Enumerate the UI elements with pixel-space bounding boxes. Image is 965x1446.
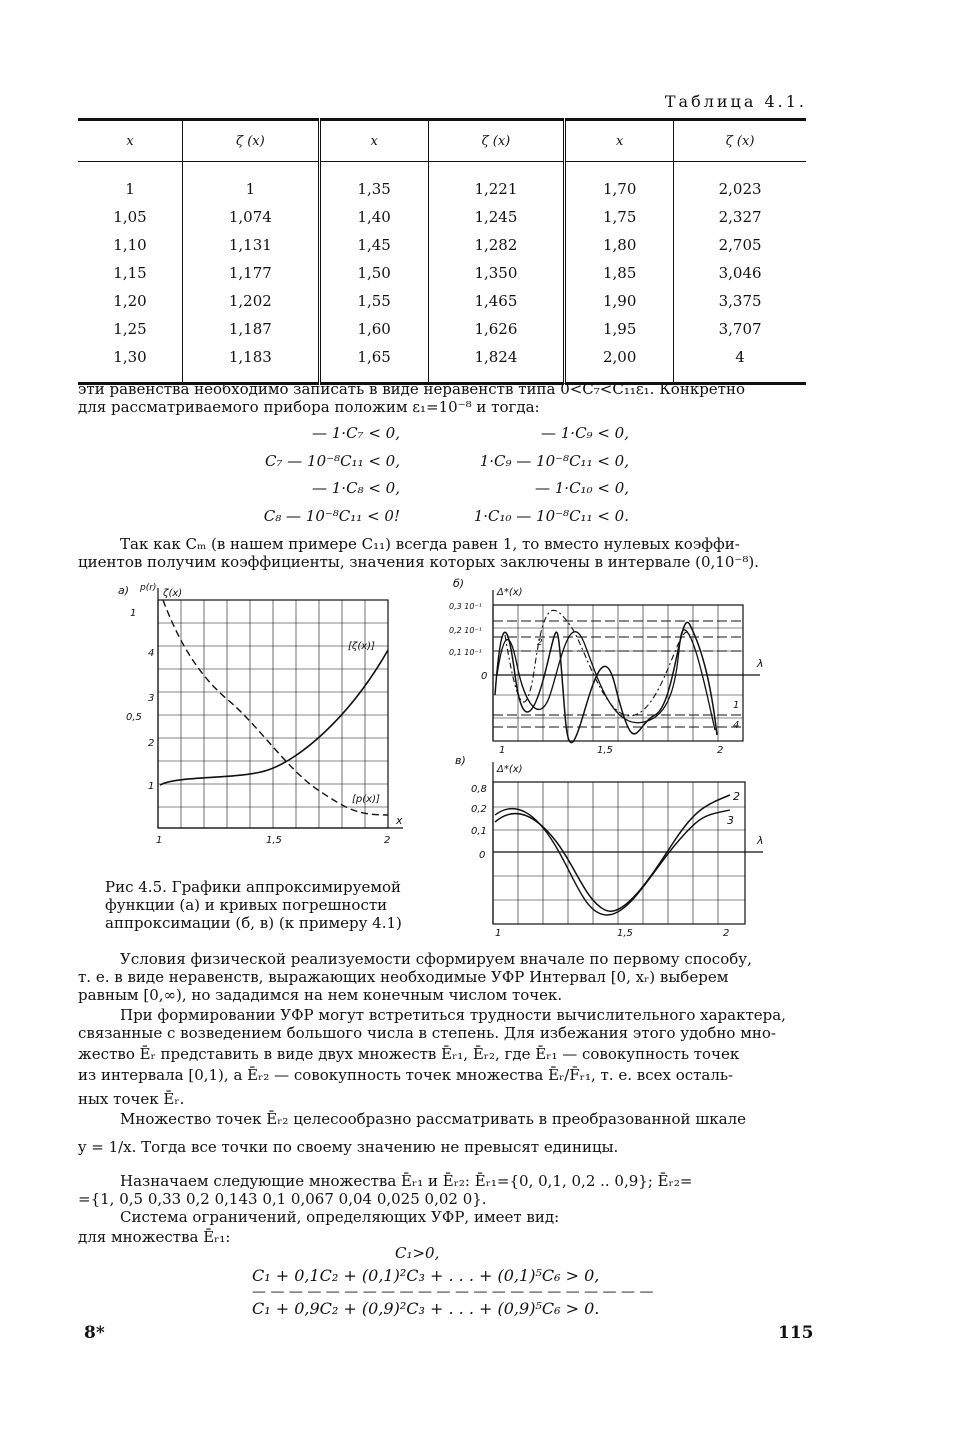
table-cell: 1,40 <box>319 203 428 231</box>
table-cell: 1,350 <box>428 259 565 287</box>
inner-tick: 1 <box>148 781 155 792</box>
table-cell: 1,183 <box>183 343 320 384</box>
table-cell: 1,187 <box>183 315 320 343</box>
y-tick: 0,1 <box>471 826 487 837</box>
inequality: 1·C₉ — 10⁻⁸C₁₁ < 0, <box>479 452 629 470</box>
table-cell: 1,70 <box>565 162 674 204</box>
table-cell: 1,824 <box>428 343 565 384</box>
y-tick: 0,1 10⁻¹ <box>449 648 482 657</box>
table-cell: 3,707 <box>718 320 762 338</box>
constraint-eq: C₁ + 0,9C₂ + (0,9)²C₃ + . . . + (0,9)⁵C₆ > 0. <box>252 1299 600 1318</box>
y-tick: 0,2 <box>471 804 487 815</box>
table-cell: 1,131 <box>183 231 320 259</box>
x-tick: 2 <box>717 745 724 755</box>
curve-label: 2 <box>537 638 543 648</box>
table-cell: 1,45 <box>319 231 428 259</box>
x-tick: 1,5 <box>597 745 613 755</box>
table-cell: 1,50 <box>319 259 428 287</box>
table-cell: 1,30 <box>78 343 183 384</box>
table-row <box>78 162 806 204</box>
table-cell: 1,221 <box>428 162 565 204</box>
y-tick: 0,8 <box>471 784 487 795</box>
table-row <box>78 287 806 315</box>
table-cell: 4 <box>674 343 806 384</box>
inner-tick: 4 <box>148 648 155 659</box>
table-cell: 3,375 <box>718 292 762 310</box>
table-row <box>78 231 806 259</box>
curve-label: [ζ(x)] <box>348 641 375 652</box>
paragraph-2-line-2: циентов получим коэффициенты, значения которых заключены в интервале (0,10⁻⁸). <box>78 553 759 571</box>
figure-a <box>108 580 408 850</box>
x-tick: 1 <box>156 835 163 846</box>
figure-c-label: в) <box>455 754 466 767</box>
figure-caption-line: Рис 4.5. Графики аппроксимируемой <box>105 878 402 896</box>
inequality: — 1·C₇ < 0, <box>312 424 400 442</box>
figure-c-y-label: Δ*(x) <box>497 764 523 775</box>
paragraph-1-line-2: для рассматриваемого прибора положим ε₁=10⁻⁸ и тогда: <box>78 398 540 416</box>
paragraph-4-line-5: ных точек Ēᵣ. <box>78 1090 185 1108</box>
table-cell: 1,60 <box>319 315 428 343</box>
table-cell: 1,95 <box>565 315 674 343</box>
table-row <box>78 315 806 343</box>
constraint-dashes: — — — — — — — — — — — — — — — — — — — — — — <box>252 1284 654 1300</box>
x-axis-label: λ <box>757 834 764 847</box>
paragraph-3-line-2: т. е. в виде неравенств, выражающих необходимые УФР Интервал [0, xᵣ) выберем <box>78 968 729 986</box>
table-row <box>78 343 806 384</box>
figure-b <box>445 575 775 755</box>
table-cell: 1,177 <box>183 259 320 287</box>
inequality: — 1·C₉ < 0, <box>541 424 629 442</box>
table-caption: Таблица 4.1. <box>664 92 807 111</box>
curve-label: [p(x)] <box>352 794 380 805</box>
figure-a-y1-label: p(r) <box>140 583 157 593</box>
table-row <box>78 259 806 287</box>
inequality: C₈ — 10⁻⁸C₁₁ < 0! <box>263 507 400 525</box>
table-cell: 1,65 <box>319 343 428 384</box>
table-cell: 1,202 <box>183 287 320 315</box>
table-cell: 1,85 <box>565 259 674 287</box>
paragraph-6-line-1: Назначаем следующие множества Ēᵣ₁ и Ēᵣ₂: Ēᵣ₁={0, 0,1, 0,2 .. 0,9}; Ēᵣ₂= <box>120 1172 693 1190</box>
table-cell: 1,05 <box>78 203 183 231</box>
paragraph-5-line-1: Множество точек Ēᵣ₂ целесообразно рассматривать в преобразованной шкале <box>120 1110 746 1128</box>
paragraph-4-line-4: из интервала [0,1), а Ēᵣ₂ — совокупность точек множества Ēᵣ/F̄ᵣ₁, т. е. всех осталь- <box>78 1066 734 1084</box>
table-header: x <box>565 120 674 162</box>
table-cell: 1,75 <box>565 203 674 231</box>
table-cell: 3,046 <box>718 264 762 282</box>
paragraph-3-line-3: равным [0,∞), но зададимся на нем конечным числом точек. <box>78 986 563 1004</box>
table-header: ζ (x) <box>674 120 806 162</box>
figure-a-y2-label: ζ(x) <box>163 588 183 599</box>
table-row <box>78 203 806 231</box>
table-cell: 2,023 <box>718 180 762 198</box>
table-cell: 1,35 <box>319 162 428 204</box>
inner-tick: 3 <box>148 693 155 704</box>
table-header: ζ (x) <box>183 120 320 162</box>
inequality: 1·C₁₀ — 10⁻⁸C₁₁ < 0. <box>473 507 629 525</box>
curve-label: 3 <box>727 814 734 827</box>
table-header: x <box>78 120 183 162</box>
table-cell: 1 <box>78 162 183 204</box>
table-cell: 1,282 <box>428 231 565 259</box>
y-tick: 0,2 10⁻¹ <box>449 626 482 635</box>
table-cell: 1,25 <box>78 315 183 343</box>
table-cell: 1,15 <box>78 259 183 287</box>
table-cell: 1,20 <box>78 287 183 315</box>
x-tick: 1,5 <box>617 928 633 939</box>
y-tick: 1 <box>130 608 137 619</box>
x-tick: 1,5 <box>266 835 282 846</box>
table-cell: 1,55 <box>319 287 428 315</box>
paragraph-4-line-1: При формировании УФР могут встретиться трудности вычислительного характера, <box>120 1006 786 1024</box>
x-tick: 2 <box>723 928 730 939</box>
y-tick: 0,5 <box>126 712 142 723</box>
table-cell: 1,10 <box>78 231 183 259</box>
paragraph-4-line-2: связанные с возведением большого числа в степень. Для избежания этого удобно мно- <box>78 1024 776 1042</box>
table-cell: 1 <box>183 162 320 204</box>
y-tick: 0 <box>479 850 486 861</box>
paragraph-5-line-2: y = 1/x. Тогда все точки по своему значению не превысят единицы. <box>78 1138 619 1156</box>
paragraph-6-line-2: ={1, 0,5 0,33 0,2 0,143 0,1 0,067 0,04 0,025 0,02 0}. <box>78 1190 487 1208</box>
table-cell: 1,465 <box>428 287 565 315</box>
table-cell: 1,626 <box>428 315 565 343</box>
x-axis-label: x <box>396 814 403 827</box>
inner-tick: 2 <box>148 738 155 749</box>
paragraph-7-line-2: для множества Ēᵣ₁: <box>78 1228 231 1246</box>
constraint-eq: C₁>0, <box>395 1244 440 1262</box>
paragraph-4-line-3: жество Ēᵣ представить в виде двух множеств Ēᵣ₁, Ēᵣ₂, где Ēᵣ₁ — совокупность точек <box>78 1045 740 1063</box>
inequality: C₇ — 10⁻⁸C₁₁ < 0, <box>265 452 400 470</box>
table-cell: 1,245 <box>428 203 565 231</box>
table-header: ζ (x) <box>428 120 565 162</box>
table-header: x <box>319 120 428 162</box>
x-axis-label: λ <box>757 657 764 670</box>
data-table <box>78 118 806 385</box>
inequality: — 1·C₁₀ < 0, <box>535 479 629 497</box>
table-cell: 1,074 <box>183 203 320 231</box>
figure-c <box>445 750 775 940</box>
curve-label: 2 <box>733 790 740 803</box>
figure-caption-line: функции (а) и кривых погрешности <box>105 896 388 914</box>
paragraph-1-line-1: эти равенства необходимо записать в виде неравенств типа 0<C₇<C₁₁ε₁. Конкретно <box>78 380 746 398</box>
curve-label: 4 <box>733 720 740 731</box>
inequality: — 1·C₈ < 0, <box>312 479 400 497</box>
figure-caption-line: аппроксимации (б, в) (к примеру 4.1) <box>105 914 402 932</box>
table-cell: 2,705 <box>718 236 762 254</box>
paragraph-3-line-1: Условия физической реализуемости сформируем вначале по первому способу, <box>120 950 752 968</box>
figure-a-label: а) <box>118 584 130 597</box>
table-cell: 2,00 <box>565 343 674 384</box>
page-number: 115 <box>778 1323 814 1343</box>
table-cell: 2,327 <box>718 208 762 226</box>
constraint-eq: C₁ + 0,1C₂ + (0,1)²C₃ + . . . + (0,1)⁵C₆ > 0, <box>252 1266 600 1285</box>
x-tick: 2 <box>384 835 391 846</box>
table-cell: 1,80 <box>565 231 674 259</box>
y-tick: 0 <box>481 671 488 682</box>
curve-label: 1 <box>733 700 740 711</box>
y-tick: 0,3 10⁻¹ <box>449 602 482 611</box>
x-tick: 1 <box>495 928 502 939</box>
paragraph-2-line-1: Так как Cₘ (в нашем примере C₁₁) всегда равен 1, то вместо нулевых коэффи- <box>120 535 740 553</box>
page-signature: 8* <box>84 1323 105 1343</box>
table-cell: 1,90 <box>565 287 674 315</box>
figure-b-y-label: Δ*(x) <box>497 587 523 598</box>
x-tick: 1 <box>499 745 506 755</box>
figure-b-label: б) <box>453 577 465 590</box>
paragraph-7-line-1: Система ограничений, определяющих УФР, имеет вид: <box>120 1208 560 1226</box>
